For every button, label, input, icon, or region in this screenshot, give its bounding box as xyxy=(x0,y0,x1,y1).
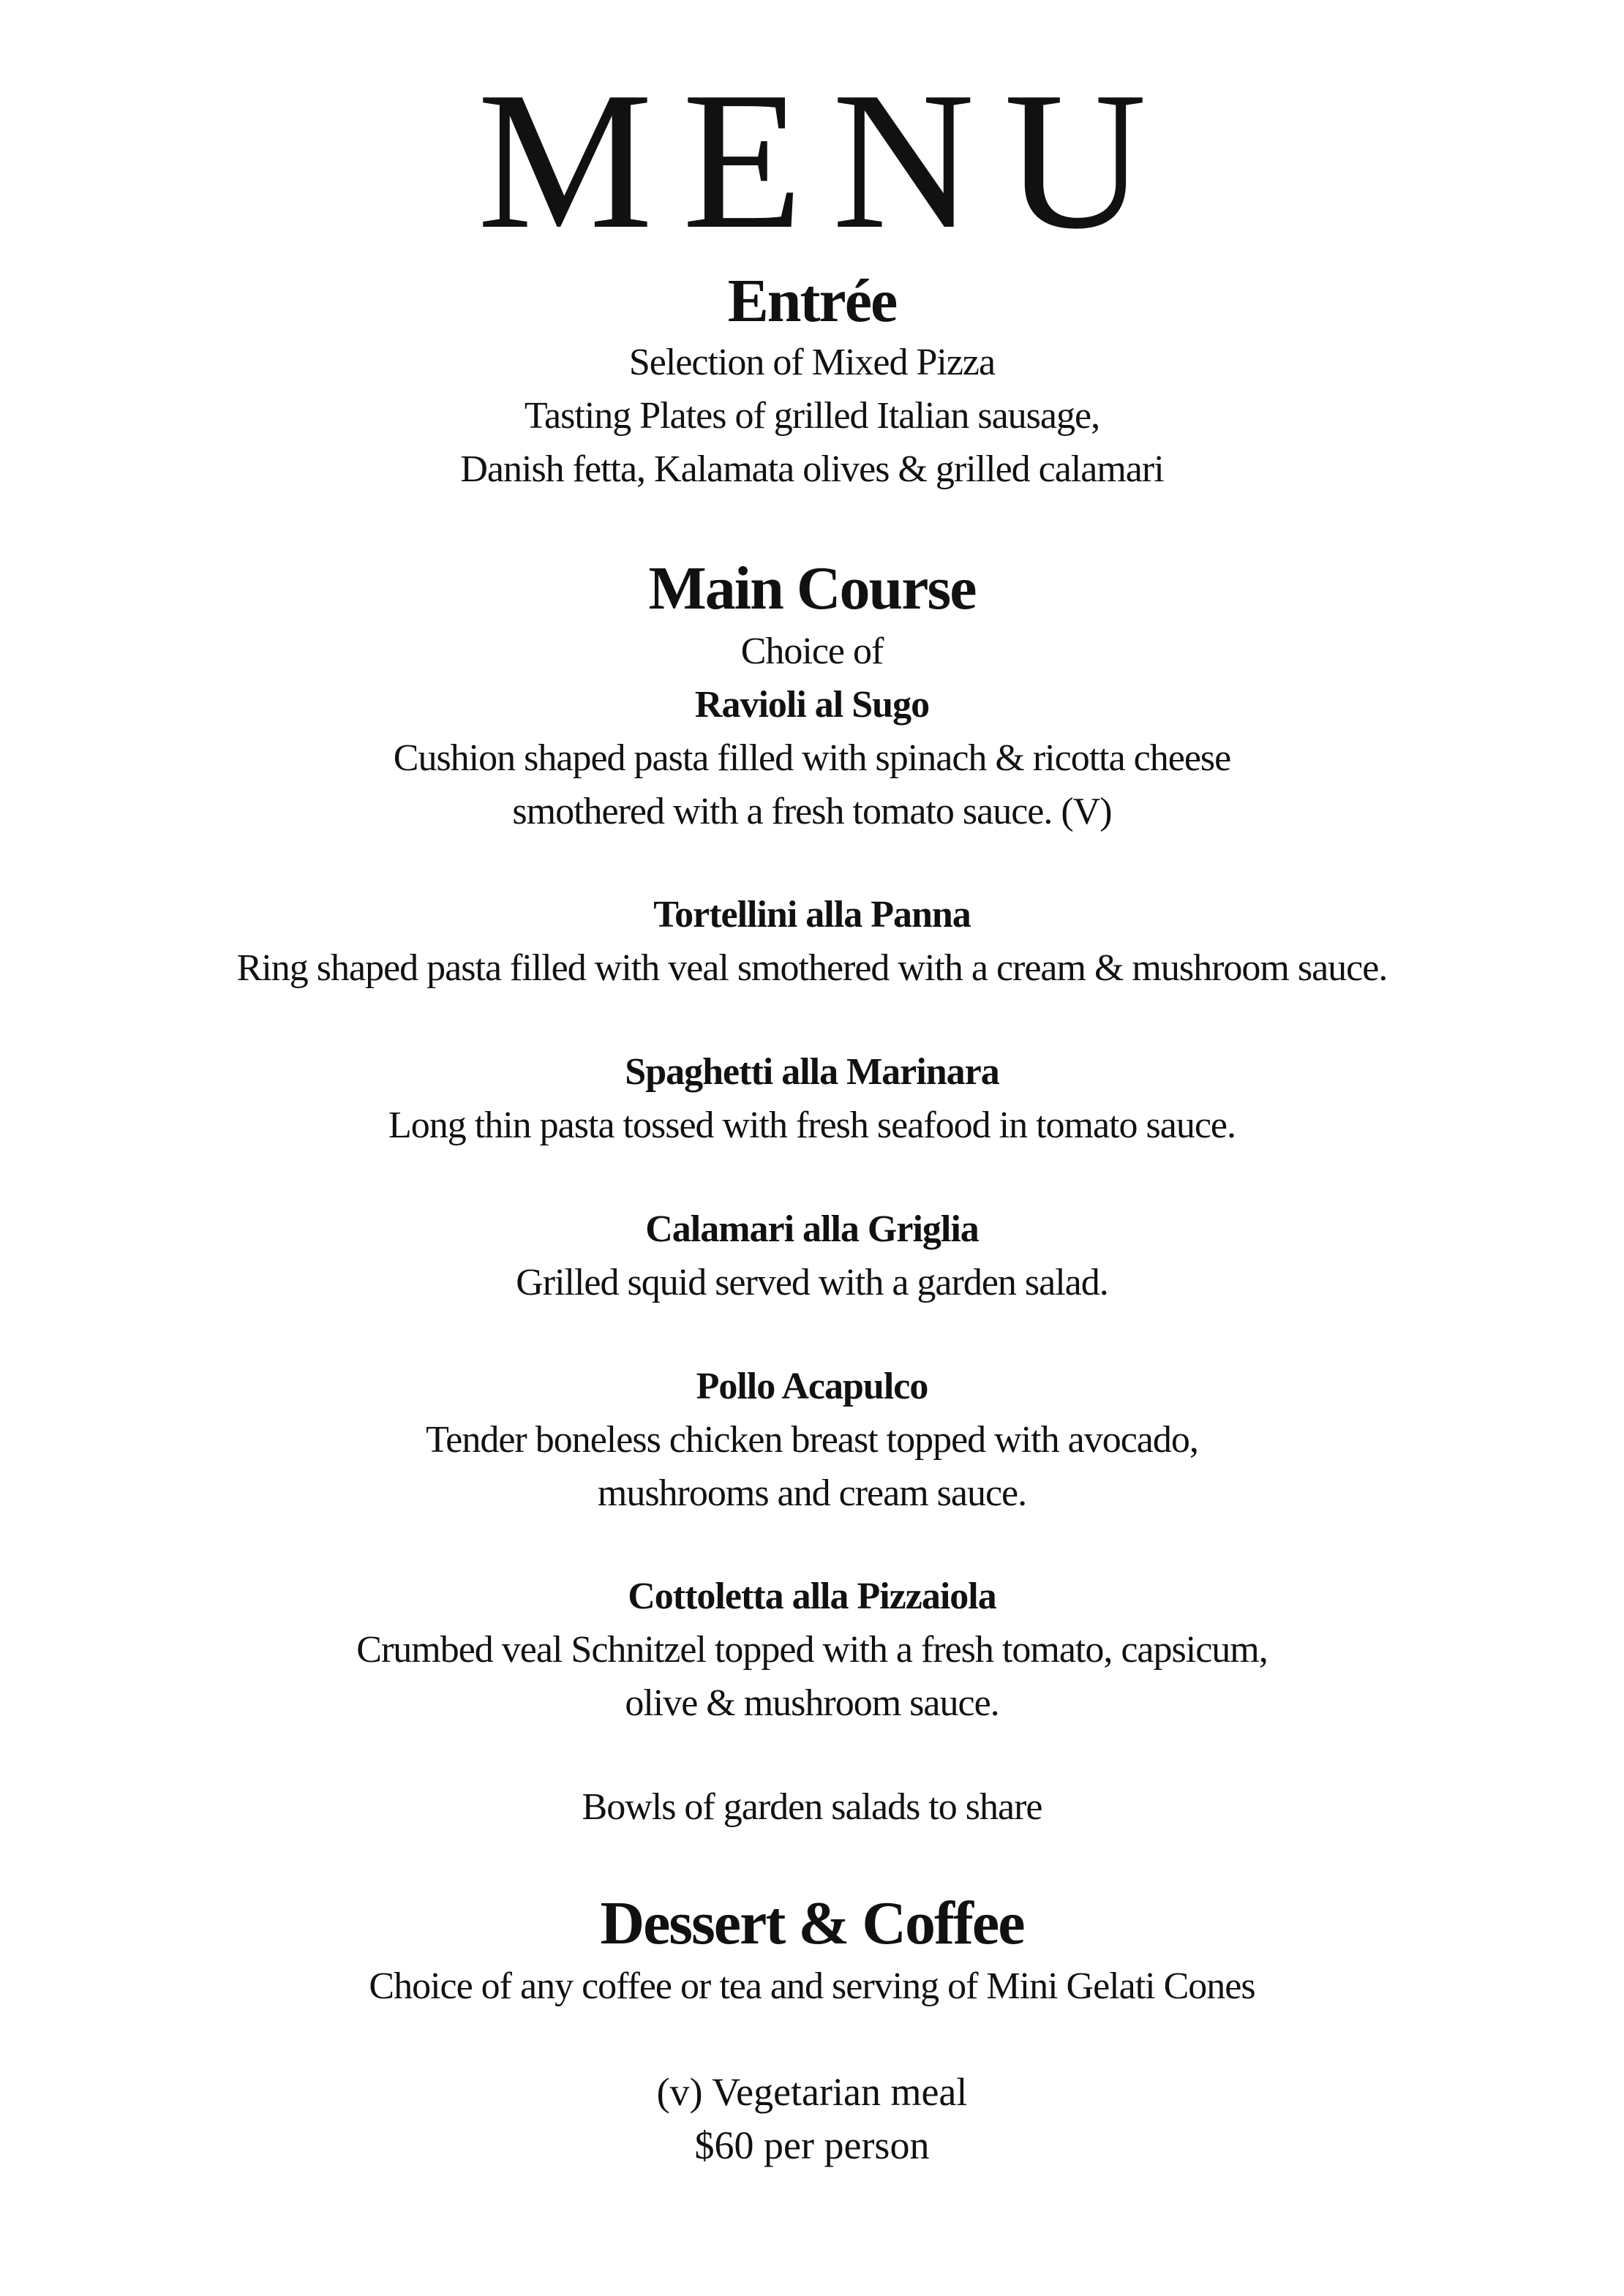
entree-line: Tasting Plates of grilled Italian sausage, xyxy=(524,395,1100,437)
dish-name: Pollo Acapulco xyxy=(696,1366,928,1407)
dish-name: Spaghetti alla Marinara xyxy=(625,1051,999,1093)
entree-line: Selection of Mixed Pizza xyxy=(628,342,996,383)
main-course-heading: Main Course xyxy=(648,554,976,622)
dish-name: Tortellini alla Panna xyxy=(653,894,971,936)
dish-description: smothered with a fresh tomato sauce. (V) xyxy=(512,791,1112,832)
sides-note: Bowls of garden salads to share xyxy=(582,1786,1042,1828)
dish-name: Calamari alla Griglia xyxy=(645,1208,979,1250)
dish-name: Cottoletta alla Pizzaiola xyxy=(628,1576,996,1617)
dessert-line: Choice of any coffee or tea and serving of Mini Gelati Cones xyxy=(369,1965,1255,2007)
price: $60 per person xyxy=(694,2123,930,2167)
menu-title: MENU xyxy=(477,51,1176,270)
dish-description: olive & mushroom sauce. xyxy=(625,1682,999,1724)
main-course-intro: Choice of xyxy=(740,631,884,672)
dish-name: Ravioli al Sugo xyxy=(694,684,930,726)
dish-description: Cushion shaped pasta filled with spinach & ricotta cheese xyxy=(393,737,1231,779)
entree-heading: Entrée xyxy=(727,267,897,335)
dish-description: Tender boneless chicken breast topped with avocado, xyxy=(426,1419,1198,1461)
dish-description: Ring shaped pasta filled with veal smothered with a cream & mushroom sauce. xyxy=(236,947,1388,989)
dish-description: mushrooms and cream sauce. xyxy=(597,1472,1027,1514)
entree-line: Danish fetta, Kalamata olives & grilled calamari xyxy=(460,448,1164,490)
dish-description: Long thin pasta tossed with fresh seafood in tomato sauce. xyxy=(388,1104,1236,1146)
vegetarian-note: (v) Vegetarian meal xyxy=(656,2070,968,2114)
dish-description: Crumbed veal Schnitzel topped with a fresh tomato, capsicum, xyxy=(356,1629,1268,1671)
dish-description: Grilled squid served with a garden salad. xyxy=(516,1262,1108,1303)
dessert-heading: Dessert & Coffee xyxy=(600,1889,1024,1957)
